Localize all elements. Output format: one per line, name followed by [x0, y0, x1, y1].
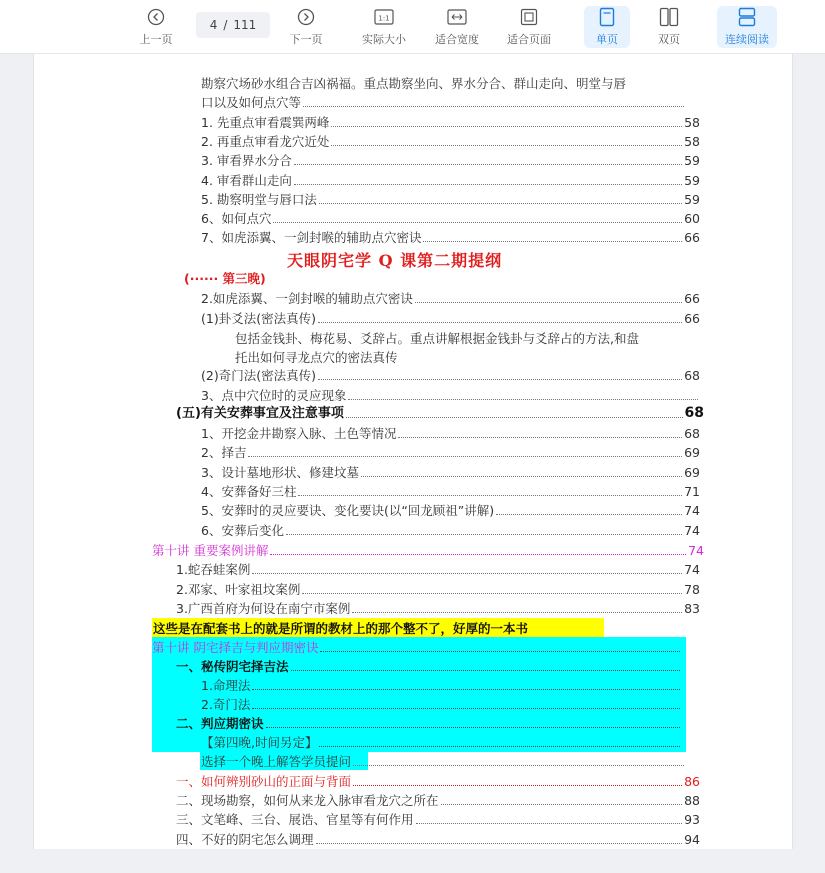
toc-entry-page: 68 — [684, 426, 700, 441]
lecture10b-text: 第十讲 阴宅择吉与判应期密诀 — [152, 640, 319, 655]
toc-entry-page: 74 — [684, 562, 700, 577]
doc-title: 天眼阴宅学 Q 课第二期提纲 — [287, 251, 503, 270]
leader-dots — [286, 534, 682, 535]
continuous-read-button[interactable] — [717, 6, 777, 48]
leader-dots — [248, 456, 682, 457]
toc-entry-page: 69 — [684, 464, 700, 480]
toc-entry-page: 69 — [684, 445, 700, 461]
toc-entry-page: 66 — [684, 311, 700, 326]
actual-size-icon — [374, 9, 394, 25]
leader-dots — [316, 843, 683, 844]
toc-entry — [201, 113, 700, 132]
toc-entry-text: 3. 审看界水分合 — [201, 153, 292, 169]
leader-dots — [353, 785, 682, 786]
red-item-text: 一、如何辨别砂山的正面与背面 — [176, 774, 352, 789]
fourth-night-entry — [201, 733, 682, 752]
page-indicator[interactable] — [196, 12, 270, 38]
leader-dots — [415, 302, 682, 303]
leader-dots — [353, 765, 684, 766]
lecture10-text: 第十讲 重要案例讲解 — [152, 543, 269, 558]
toc-entry-page: 58 — [684, 134, 700, 150]
toc-entry-text: 5. 勘察明堂与唇口法 — [201, 191, 317, 207]
section5-page: 68 — [684, 405, 704, 421]
toc-entry — [201, 151, 700, 170]
toc-entry-page: 59 — [684, 191, 700, 207]
toc-entry-page: 68 — [684, 368, 700, 383]
toc-entry-text: 1.蛇吞蛙案例 — [176, 562, 251, 577]
document-page — [33, 54, 793, 849]
fit-page-label: 适合页面 — [507, 33, 551, 46]
toc-entry — [201, 501, 700, 520]
leader-dots — [273, 222, 682, 223]
qa-text: 选择一个晚上解答学员提问 — [201, 754, 352, 769]
toc-entry-page: 74 — [684, 522, 700, 538]
next-page-button[interactable] — [284, 6, 328, 48]
leader-dots — [320, 651, 680, 652]
intro-line-2 — [201, 93, 686, 112]
sec1-item-1 — [201, 676, 682, 695]
toc-entry-text: 4. 审看群山走向 — [201, 172, 292, 188]
svg-text:1:1: 1:1 — [378, 14, 390, 23]
sec2-text: 二、判应期密诀 — [176, 716, 264, 731]
toc-entry-page: 88 — [684, 793, 700, 808]
leader-dots — [416, 823, 683, 824]
qa-entry — [201, 752, 686, 771]
toc-entry — [201, 463, 700, 482]
toc-entry-text: 1. 先重点审看震巽两峰 — [201, 115, 330, 130]
leader-dots — [298, 495, 682, 496]
chevron-right-icon — [297, 8, 315, 26]
toc-entry-page: 66 — [684, 291, 700, 306]
leader-dots — [270, 554, 686, 555]
toc-entry — [201, 309, 700, 328]
leader-dots — [266, 727, 680, 728]
toc-entry — [176, 791, 700, 810]
sec1-item-2 — [201, 695, 682, 714]
double-page-icon — [659, 7, 679, 27]
leader-dots — [294, 184, 682, 185]
lecture10-entry — [152, 541, 704, 560]
single-page-button[interactable] — [584, 6, 630, 48]
gua-desc-line-2: 托出如何寻龙点穴的密法真传 — [235, 350, 398, 365]
toc-entry-text: (2)奇门法(密法真传) — [201, 368, 316, 383]
leader-dots — [319, 203, 682, 204]
prev-page-label: 上一页 — [139, 33, 173, 46]
fit-width-button[interactable] — [430, 6, 484, 48]
toc-entry-page: 59 — [684, 172, 700, 188]
intro-line-1: 勘察穴场砂水组合吉凶祸福。重点勘察坐向、界水分合、群山走向、明堂与唇 — [201, 76, 627, 91]
leader-dots — [331, 145, 682, 146]
leader-dots — [252, 689, 680, 690]
toc-entry-page: 78 — [684, 581, 700, 597]
actual-size-label: 实际大小 — [362, 33, 406, 46]
sec1-entry — [176, 657, 682, 676]
double-page-button[interactable] — [646, 6, 692, 48]
red-item-page: 86 — [684, 774, 700, 789]
leader-dots — [252, 573, 682, 574]
toc-entry-text: 6、安葬后变化 — [201, 522, 284, 538]
fourth-night-text: 【第四晚,时间另定】 — [201, 735, 318, 750]
toc-entry-text: 4、安葬备好三柱 — [201, 483, 297, 499]
fit-width-label: 适合宽度 — [435, 33, 479, 46]
toc-entry-text: 3、设计墓地形状、修建坟墓 — [201, 464, 359, 480]
note-text: 这些是在配套书上的就是所谓的教材上的那个整不了，好厚的一本书 — [153, 621, 529, 636]
leader-dots — [302, 593, 682, 594]
toc-entry — [201, 443, 700, 462]
toc-entry — [201, 289, 700, 308]
continuous-read-icon — [738, 7, 756, 27]
toc-entry-page: 71 — [684, 483, 700, 499]
lecture10-page: 74 — [688, 543, 704, 558]
toc-entry — [201, 171, 700, 190]
toc-entry — [201, 366, 700, 385]
toc-entry — [201, 521, 700, 540]
toc-entry-text: 7、如虎添翼、一剑封喉的辅助点穴密诀 — [201, 230, 422, 246]
toc-entry-page: 74 — [684, 503, 700, 519]
section5-entry — [176, 404, 704, 423]
bottom-bar — [0, 849, 825, 873]
page-separator: / — [223, 18, 228, 32]
toc-entry-page: 83 — [684, 601, 700, 616]
leader-dots — [423, 241, 682, 242]
red-item-entry — [176, 772, 700, 791]
toc-entry — [176, 599, 700, 618]
gua-desc-line-1: 包括金钱卦、梅花易、爻辞占。重点讲解根据金钱卦与爻辞占的方法,和盘 — [235, 331, 639, 346]
leader-dots — [352, 612, 682, 613]
leader-dots — [319, 746, 680, 747]
next-page-label: 下一页 — [289, 33, 323, 46]
leader-dots — [318, 322, 682, 323]
continuous-read-label: 连续阅读 — [725, 33, 769, 46]
chevron-left-icon — [147, 8, 165, 26]
toc-entry-page: 66 — [684, 230, 700, 246]
toc-entry-text: 2.如虎添翼、一剑封喉的辅助点穴密诀 — [201, 291, 413, 306]
leader-dots — [496, 514, 682, 515]
toc-entry-text: 三、文笔峰、三台、展诰、官星等有何作用 — [176, 812, 414, 828]
toc-entry-page: 94 — [684, 831, 700, 847]
leader-dots — [331, 126, 682, 127]
toc-entry-page: 58 — [684, 115, 700, 130]
single-page-icon — [599, 7, 615, 27]
toc-entry-text: 6、如何点穴 — [201, 211, 272, 226]
leader-dots — [252, 708, 680, 709]
toc-entry — [201, 209, 700, 228]
toc-entry-text: 3、点中穴位时的灵应现象 — [201, 388, 347, 403]
toc-entry-page: 93 — [684, 812, 700, 828]
prev-page-button[interactable] — [134, 6, 178, 48]
fit-page-button[interactable] — [502, 6, 556, 48]
leader-dots — [398, 437, 682, 438]
toc-entry-text: (1)卦爻法(密法真传) — [201, 311, 316, 326]
page-total: 111 — [233, 18, 257, 32]
leader-dots — [303, 106, 684, 107]
toc-entry — [201, 228, 700, 247]
third-night-label: (······ 第三晚) — [184, 271, 266, 286]
toc-entry-text: 2.邓家、叶家祖坟案例 — [176, 581, 301, 597]
intro-line-2-text: 口以及如何点穴等 — [201, 95, 302, 110]
toc-entry-page: 59 — [684, 153, 700, 169]
leader-dots — [441, 804, 683, 805]
toc-entry — [176, 560, 700, 579]
toc-entry — [201, 424, 700, 443]
fit-width-icon — [447, 9, 467, 25]
toc-entry-text: 1、开挖金井勘察入脉、土色等情况 — [201, 426, 397, 441]
sec1-text: 一、秘传阴宅择吉法 — [176, 659, 289, 674]
sec1-item-2-text: 2.奇门法 — [201, 697, 251, 712]
toc-entry-text: 四、不好的阴宅怎么调理 — [176, 831, 314, 847]
section5-text: (五)有关安葬事宜及注意事项 — [176, 406, 344, 421]
toc-entry-text: 二、现场勘察，如何从来龙入脉审看龙穴之所在 — [176, 793, 439, 808]
toc-entry — [176, 830, 700, 849]
toc-entry-text: 3.广西首府为何设在南宁市案例 — [176, 601, 351, 616]
toc-entry-text: 5、安葬时的灵应要诀、变化要诀(以“回龙顾祖”讲解) — [201, 503, 495, 519]
toc-entry — [201, 132, 700, 151]
leader-dots — [361, 476, 682, 477]
toc-entry-text: 2、择吉 — [201, 445, 247, 461]
toc-entry — [201, 482, 700, 501]
single-page-label: 单页 — [596, 33, 618, 46]
toc-entry — [176, 580, 700, 599]
page-current-input[interactable]: 4 — [209, 18, 218, 32]
toc-entry-text: 2. 再重点审看龙穴近处 — [201, 134, 330, 150]
leader-dots — [348, 399, 698, 400]
leader-dots — [291, 670, 680, 671]
toolbar — [0, 0, 825, 54]
leader-dots — [346, 417, 683, 418]
toc-entry — [176, 810, 700, 829]
leader-dots — [294, 164, 682, 165]
sec2-entry — [176, 714, 682, 733]
toc-entry — [201, 386, 700, 405]
leader-dots — [318, 379, 682, 380]
double-page-label: 双页 — [658, 33, 680, 46]
toc-entry-page: 60 — [684, 211, 700, 226]
actual-size-button[interactable] — [358, 6, 410, 48]
toc-entry — [201, 190, 700, 209]
lecture10b-entry — [152, 638, 682, 657]
sec1-item-1-text: 1.命理法 — [201, 678, 251, 693]
fit-page-icon — [520, 8, 538, 26]
